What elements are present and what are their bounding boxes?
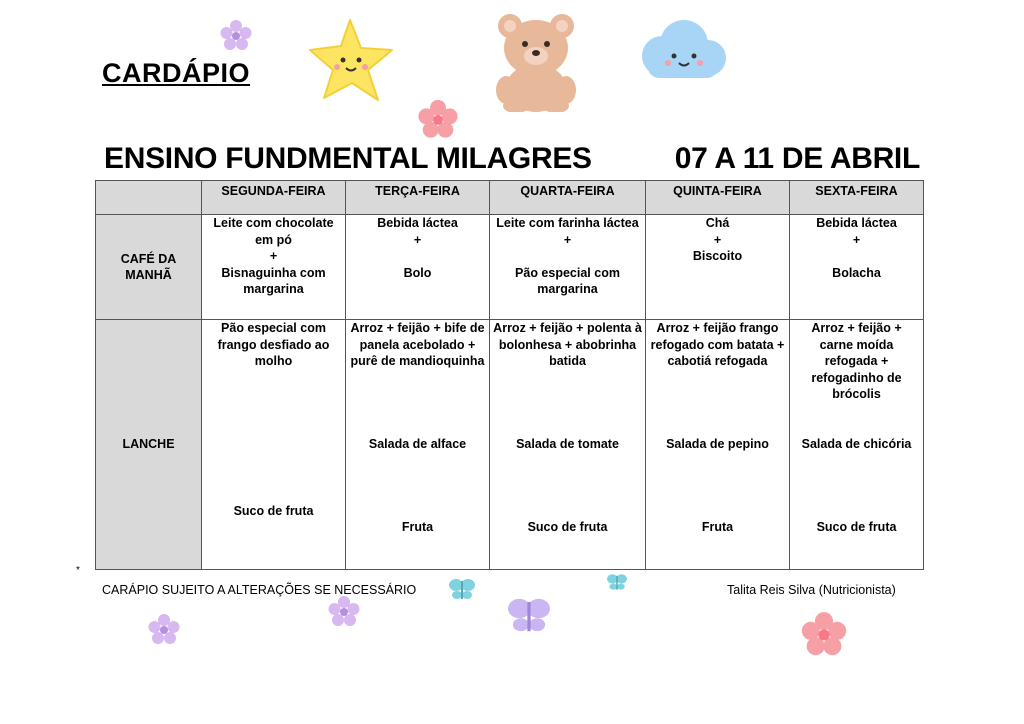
table-row-lanche [96, 320, 924, 570]
menu-cell: Arroz + feijão + bife de panela acebolado + purê de mandioquinha Salada de alface Fruta [346, 320, 490, 570]
menu-table [95, 180, 924, 570]
menu-cell: Pão especial com frango desfiado ao molho Suco de fruta [202, 320, 346, 570]
cloud-icon [632, 16, 730, 88]
day-header: SEXTA-FEIRA [790, 181, 924, 215]
star-icon [306, 18, 398, 104]
menu-cell: Chá + Biscoito [646, 215, 790, 320]
author-credit: Talita Reis Silva (Nutricionista) [727, 583, 896, 597]
footnote-marker: * [76, 565, 80, 576]
table-row-cafe [96, 215, 924, 320]
flower-icon [146, 612, 182, 648]
flower-icon [416, 98, 460, 142]
meal-label-lanche: LANCHE [96, 320, 202, 570]
menu-cell: Bebida láctea + Bolo [346, 215, 490, 320]
flower-icon [794, 610, 854, 660]
meal-label-cafe: CAFÉ DA MANHÃ [96, 215, 202, 320]
menu-cell: Arroz + feijão frango refogado com batata + cabotiá refogada Salada de pepino Fruta [646, 320, 790, 570]
day-header: SEGUNDA-FEIRA [202, 181, 346, 215]
menu-cell: Arroz + feijão + polenta à bolonhesa + abobrinha batida Salada de tomate Suco de fruta [490, 320, 646, 570]
corner-cell [96, 181, 202, 215]
teddy-bear-icon [488, 10, 584, 112]
menu-cell: Leite com chocolate em pó + Bisnaguinha com margarina [202, 215, 346, 320]
butterfly-icon [448, 576, 476, 602]
flower-icon [326, 594, 362, 630]
table-header-row [96, 181, 924, 215]
menu-cell: Arroz + feijão + carne moída refogada + refogadinho de brócolis Salada de chicória Suco de fruta [790, 320, 924, 570]
butterfly-icon [606, 572, 628, 592]
day-header: TERÇA-FEIRA [346, 181, 490, 215]
menu-cell: Bebida láctea + Bolacha [790, 215, 924, 320]
day-header: QUARTA-FEIRA [490, 181, 646, 215]
menu-cell: Leite com farinha láctea + Pão especial com margarina [490, 215, 646, 320]
disclaimer: CARÁPIO SUJEITO A ALTERAÇÕES SE NECESSÁRIO [102, 583, 417, 597]
flower-icon [218, 18, 254, 54]
school-name: ENSINO FUNDMENTAL MILAGRES [104, 142, 592, 175]
butterfly-icon [506, 594, 552, 636]
page-title: CARDÁPIO [102, 58, 251, 88]
date-range: 07 A 11 DE ABRIL [674, 142, 920, 175]
day-header: QUINTA-FEIRA [646, 181, 790, 215]
